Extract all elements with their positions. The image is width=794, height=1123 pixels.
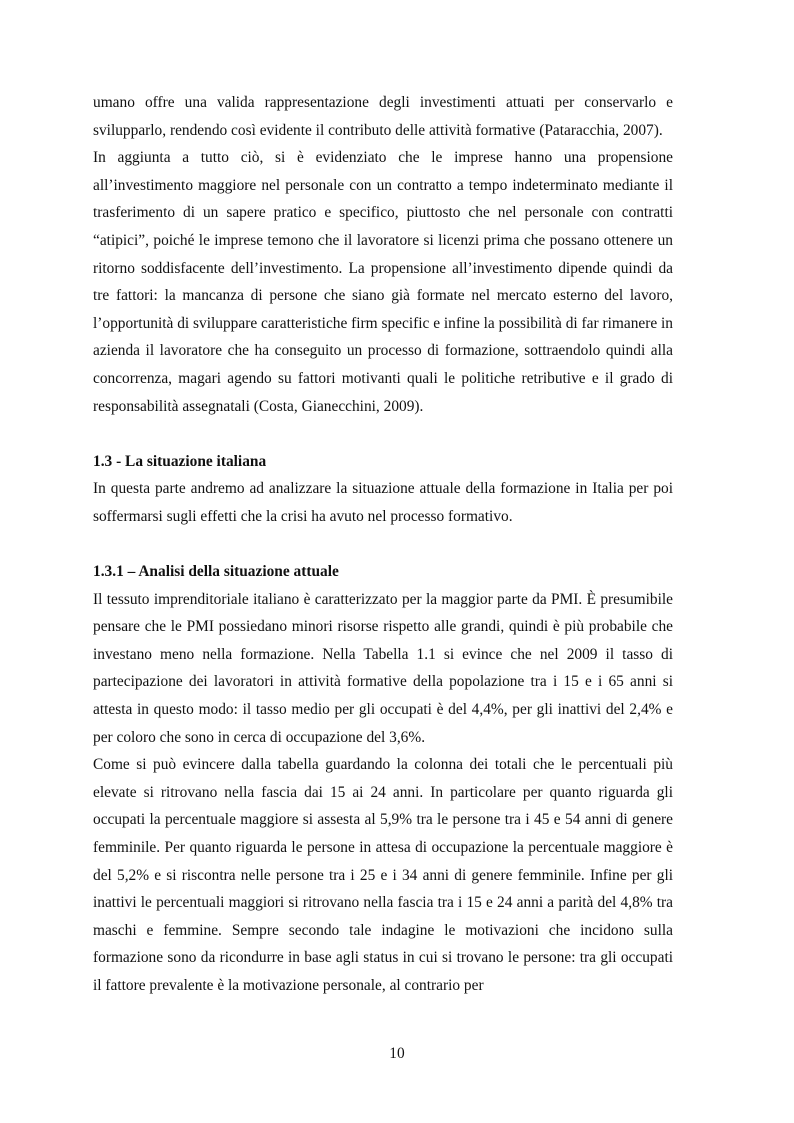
spacer [93,531,673,559]
section-heading: 1.3 - La situazione italiana [93,452,267,470]
page-number: 10 [389,1045,405,1062]
paragraph: umano offre una valida rappresentazione degli investimenti attuati per conservarlo e svilupparlo, rendendo così evidente il contributo delle attività formative (Pataracchia, 2007). [93,94,673,139]
spacer [93,420,673,448]
page-body [93,89,673,1000]
paragraph: In aggiunta a tutto ciò, si è evidenziato che le imprese hanno una propensione all’investimento maggiore nel personale con un contratto a tempo indeterminato mediante il trasferimento di un sapere pratico e specifico, piuttosto che nel personale con contratti “atipici”, poiché le imprese temono che il lavoratore si licenzi prima che possano ottenere un ritorno soddisfacente dell’investimento. La propensione all’investimento dipende quindi da tre fattori: la mancanza di persone che siano già formate nel mercato esterno del lavoro, l’opportunità di sviluppare caratteristiche firm specific e infine la possibilità di far rimanere in azienda il lavoratore che ha conseguito un processo di formazione, sottraendolo quindi alla concorrenza, magari agendo su fattori motivanti quali le politiche retributive e il grado di responsabilità assegnatali (Costa, Gianecchini, 2009). [93,149,673,415]
paragraph: In questa parte andremo ad analizzare la situazione attuale della formazione in Italia per poi soffermarsi sugli effetti che la crisi ha avuto nel processo formativo. [93,480,673,525]
paragraph: Il tessuto imprenditoriale italiano è caratterizzato per la maggior parte da PMI. È presumibile pensare che le PMI possiedano minori risorse rispetto alle grandi, quindi è più probabile che investano meno nella formazione. Nella Tabella 1.1 si evince che nel 2009 il tasso di partecipazione dei lavoratori in attività formative della popolazione tra i 15 e i 65 anni si attesta in questo modo: il tasso medio per gli occupati è del 4,4%, per gli inattivi del 2,4% e per coloro che sono in cerca di occupazione del 3,6%. [93,590,673,746]
subsection-heading: 1.3.1 – Analisi della situazione attuale [93,563,339,581]
paragraph: Come si può evincere dalla tabella guardando la colonna dei totali che le percentuali più elevate si ritrovano nella fascia dai 15 ai 24 anni. In particolare per quanto riguarda gli occupati la percentuale maggiore si assesta al 5,9% tra le persone tra i 45 e 54 anni di genere femminile. Per quanto riguarda le persone in attesa di occupazione la percentuale maggiore è del 5,2% e si riscontra nelle persone tra i 25 e i 34 anni di genere femminile. Infine per gli inattivi le percentuali maggiori si ritrovano nella fascia tra i 15 e 24 anni a parità del 4,8% tra maschi e femmine. Sempre secondo tale indagine le motivazioni che incidono sulla formazione sono da ricondurre in base agli status in cui si trovano le persone: tra gli occupati il fattore prevalente è la motivazione personale, al contrario per [93,756,673,994]
